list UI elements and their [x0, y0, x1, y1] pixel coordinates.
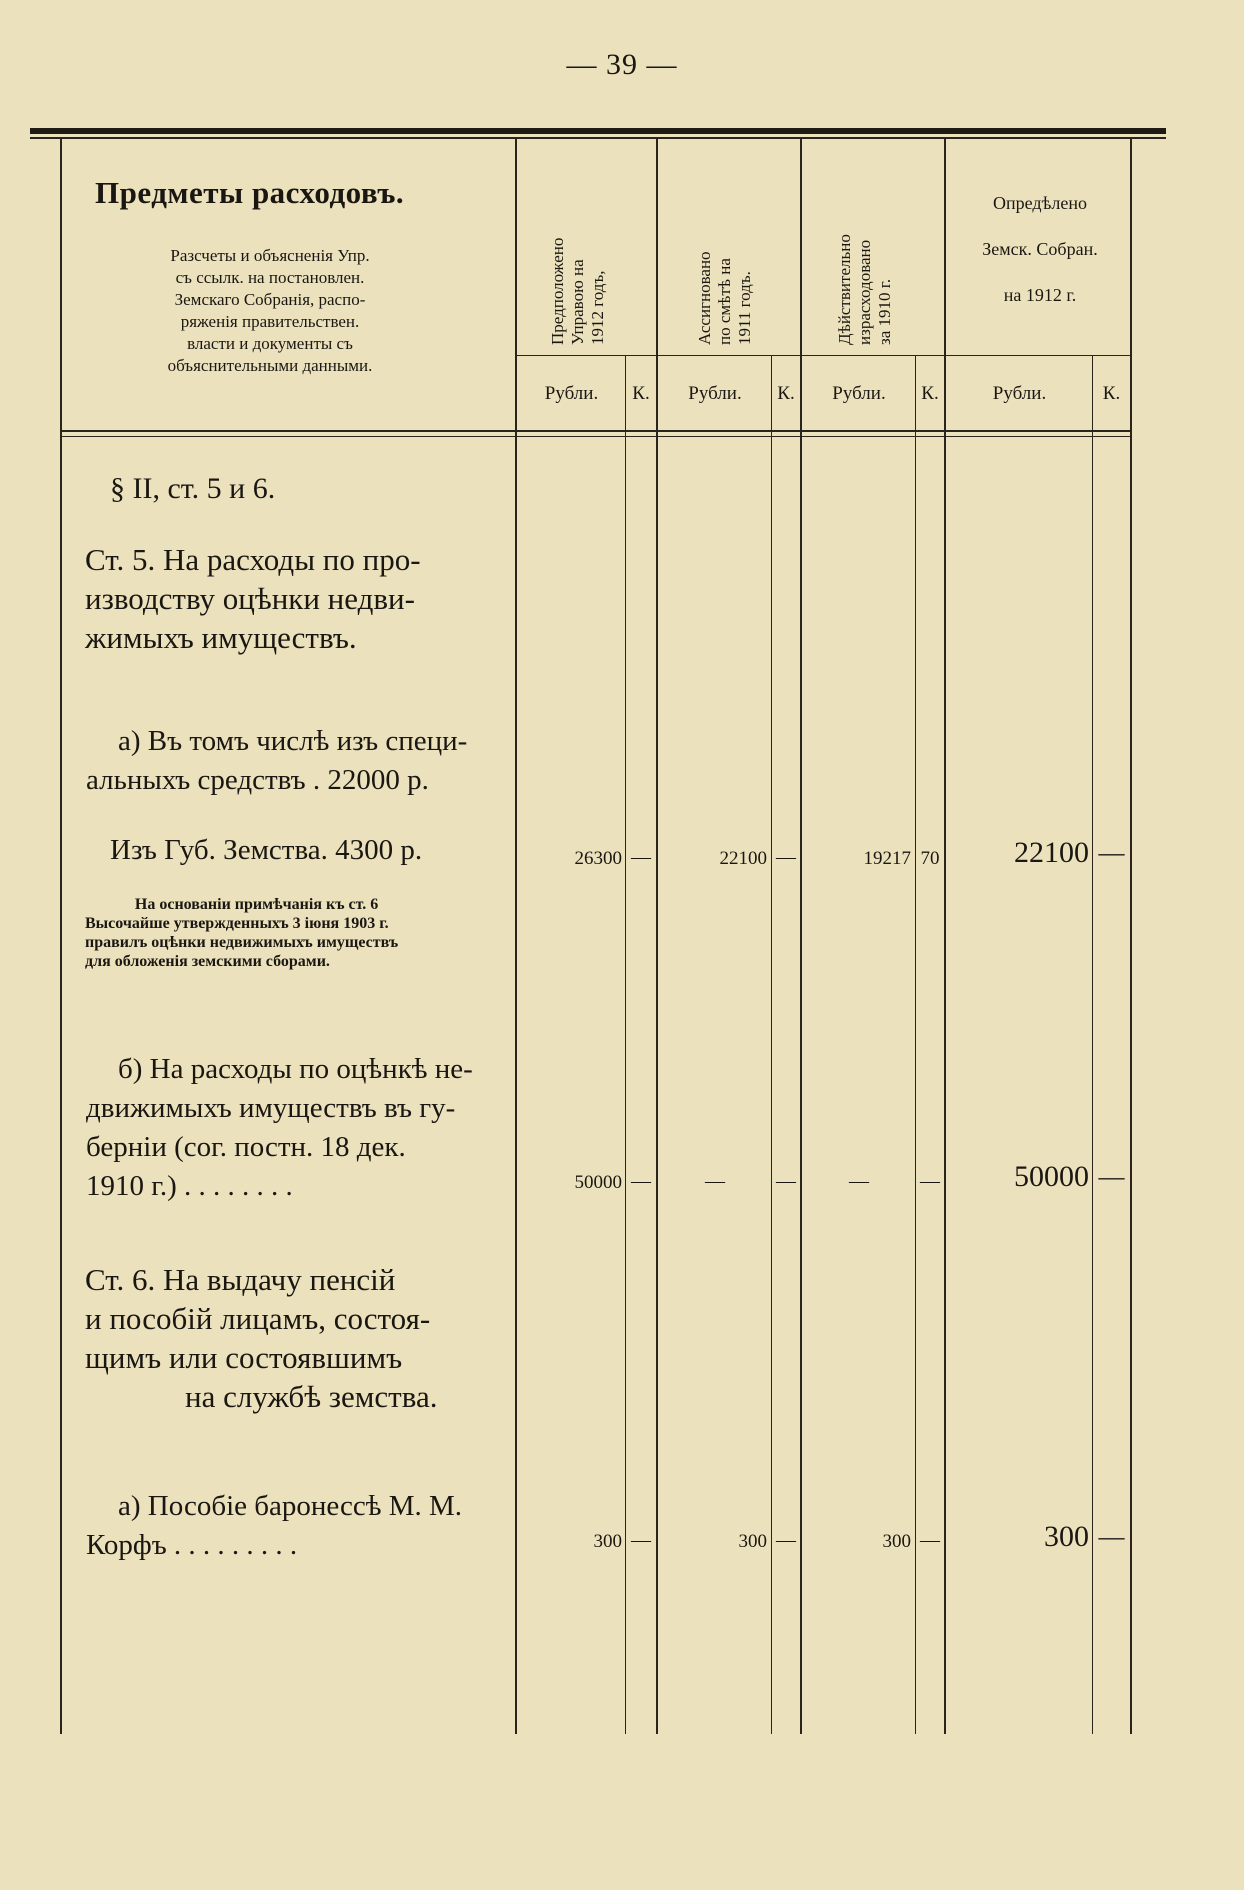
note-legal-basis: На основаніи примѣчанія къ ст. 6 Высочайше утвержденныхъ 3 іюня 1903 г. правилъ оцѣнки недвижимыхъ имуществъ для обложенія земскими сборами.: [85, 896, 399, 970]
unit-rubles-determined: Рубли.: [992, 383, 1047, 404]
col-determined-header: Опредѣлено Земск. Собран. на 1912 г.: [982, 193, 1098, 305]
article-5-heading: Ст. 5. На расходы по про- изводству оцѣнки недви- жимыхъ имуществъ.: [85, 542, 421, 655]
unit-rubles-assigned: Рубли.: [688, 383, 742, 404]
unit-k-determined: К.: [1102, 383, 1121, 404]
header-subtitle: Разсчеты и объясненія Упр. съ ссылк. на постановлен. Земскаго Собранія, распо- ряженія правительствен. власти и документы съ объяснительными данными.: [167, 246, 373, 375]
unit-rubles-actual: Рубли.: [832, 383, 886, 404]
row1-proposed: 26300: [574, 848, 622, 869]
unit-rubles-proposed: Рубли.: [544, 383, 599, 404]
row1-actual-k: 70: [920, 848, 940, 869]
row1-actual: 19217: [863, 848, 911, 869]
col-actual-header: Дѣйствительно израсходовано за 1910 г.: [835, 234, 894, 345]
item-gub-zemstvo: Изъ Губ. Земства. 4300 р.: [110, 834, 423, 866]
row3-actual-k: —: [920, 1529, 940, 1551]
row3-actual: 300: [882, 1531, 911, 1552]
row2-assigned-k: —: [776, 1170, 796, 1192]
row3-determined: 300: [1044, 1520, 1089, 1553]
row3-proposed: 300: [593, 1531, 622, 1552]
page-number: — 39 —: [566, 48, 678, 81]
item-a-special-funds: а) Въ томъ числѣ изъ специ- альныхъ средствъ . 22000 р.: [86, 725, 468, 796]
unit-k-assigned: К.: [777, 383, 795, 404]
row2-determined: 50000: [1014, 1160, 1089, 1193]
item-b-appraisal: б) На расходы по оцѣнкѣ не- движимыхъ имуществъ въ гу- берніи (сог. постн. 18 дек. 1910 г.) . . . . . . . .: [86, 1053, 473, 1202]
section-heading: § II, ст. 5 и 6.: [110, 472, 276, 505]
unit-k-actual: К.: [921, 383, 939, 404]
row1-assigned: 22100: [719, 848, 767, 869]
col-proposed-header: Предположено Управою на 1912 годъ,: [548, 237, 607, 345]
row2-proposed-k: —: [631, 1170, 651, 1192]
article-6-heading: Ст. 6. На выдачу пенсій и пособій лицамъ, состоя- щимъ или состоявшимъ на службѣ земства.: [85, 1262, 438, 1414]
row3-assigned-k: —: [776, 1529, 796, 1551]
row2-assigned: —: [705, 1170, 725, 1192]
top-rule-thin: [30, 137, 1166, 139]
row2-actual-k: —: [920, 1170, 940, 1192]
row1-assigned-k: —: [776, 846, 796, 868]
row1-proposed-k: —: [631, 846, 651, 868]
row3-determined-k: —: [1098, 1522, 1125, 1551]
row1-determined-k: —: [1098, 838, 1125, 867]
unit-k-proposed: К.: [632, 383, 650, 404]
row3-proposed-k: —: [631, 1529, 651, 1551]
row2-proposed: 50000: [574, 1172, 622, 1193]
row2-actual: —: [849, 1170, 869, 1192]
row2-determined-k: —: [1098, 1162, 1125, 1191]
top-rule: [30, 128, 1166, 134]
header-title: Предметы расходовъ.: [95, 175, 405, 210]
row1-determined: 22100: [1014, 836, 1089, 869]
item-korf-allowance: а) Пособіе баронессѣ М. М. Корфъ . . . . . . . . .: [86, 1490, 463, 1561]
col-assigned-header: Ассигновано по смѣтѣ на 1911 годъ.: [695, 251, 754, 345]
row3-assigned: 300: [738, 1531, 767, 1552]
